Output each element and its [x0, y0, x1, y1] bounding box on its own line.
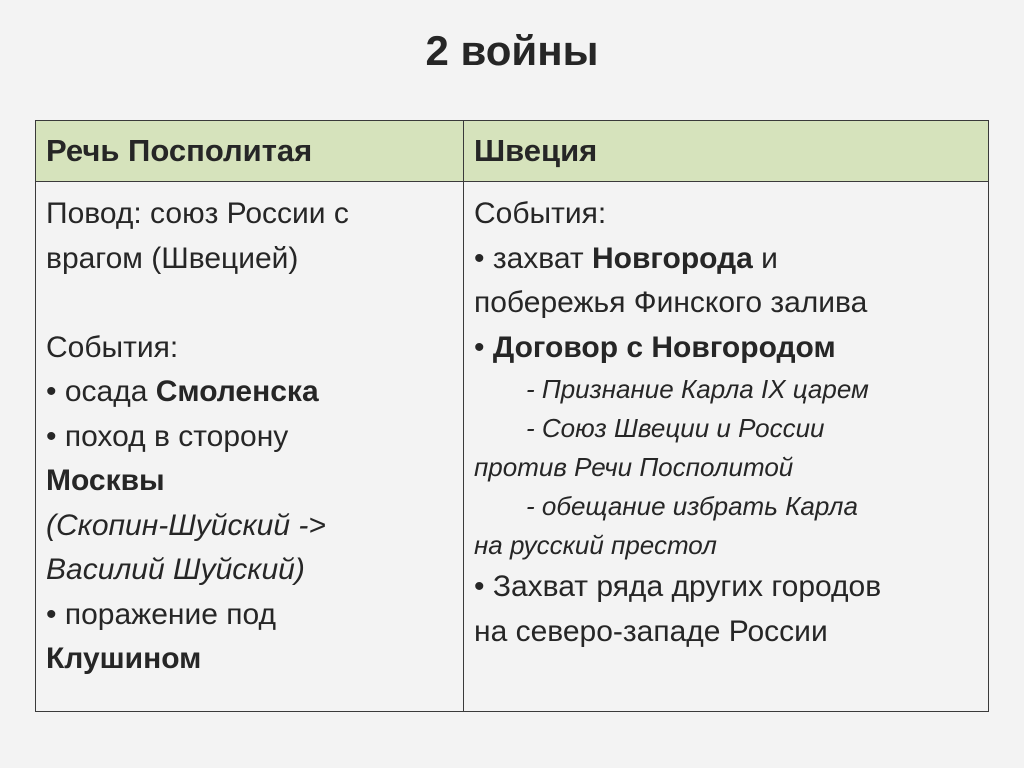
table-header-row — [36, 121, 989, 182]
events-label-right: События: — [474, 197, 607, 230]
event-italic-skopin: (Скопин-Шуйский -> — [46, 508, 326, 542]
sub-union-2: против Речи Посполитой — [474, 452, 794, 482]
event-capture-novgorod — [474, 237, 978, 282]
event-treaty — [474, 326, 978, 371]
sub-union-1: - Союз Швеции и России — [526, 413, 825, 443]
spacer — [46, 281, 453, 326]
sub-recognition: - Признание Карла IX царем — [526, 374, 869, 404]
event-bold-klushino: Клушином — [46, 642, 202, 675]
event-bold-moskvy: Москвы — [46, 464, 165, 497]
sub-promise-1: - обещание избрать Карла — [526, 491, 858, 521]
event-italic-line-1 — [46, 504, 453, 549]
event-italic-vasily: Василий Шуйский) — [46, 553, 305, 586]
event-march-moscow: • поход в сторону — [46, 419, 289, 453]
table-body-row — [36, 182, 989, 712]
event-prefix: • осада — [46, 375, 156, 408]
event-defeat-bold-line — [46, 637, 453, 682]
event-suffix: и — [752, 241, 778, 275]
event-siege-smolensk — [46, 370, 453, 415]
events-label-left: События: — [46, 330, 179, 364]
reason-line-2: врагом (Швецией) — [46, 241, 299, 275]
event-other-cities-1: • Захват ряда других городов — [474, 570, 882, 603]
comparison-table — [35, 120, 989, 712]
slide-title: 2 войны — [425, 27, 599, 74]
reason-line-1: Повод: союз России с — [46, 197, 349, 230]
cell-left — [36, 182, 464, 712]
event-defeat: • поражение под — [46, 597, 277, 631]
event-bullet: • — [474, 330, 493, 364]
event-bold-novgoroda: Новгорода — [591, 241, 753, 275]
event-prefix: • захват — [474, 241, 592, 275]
event-march-moscow-bold — [46, 459, 453, 504]
event-other-cities-2: на северо-западе России — [474, 614, 828, 648]
event-bold-smolensk: Смоленска — [155, 375, 319, 408]
event-capture-coast: побережья Финского залива — [474, 286, 868, 319]
event-bold-treaty: Договор с Новгородом — [492, 330, 836, 364]
header-shvetsiya: Швеция — [464, 121, 989, 182]
sub-promise-2: на русский престол — [474, 530, 717, 560]
header-rech-pospolitaya: Речь Посполитая — [36, 121, 464, 182]
event-italic-line-2 — [46, 548, 453, 593]
cell-right — [464, 182, 989, 712]
